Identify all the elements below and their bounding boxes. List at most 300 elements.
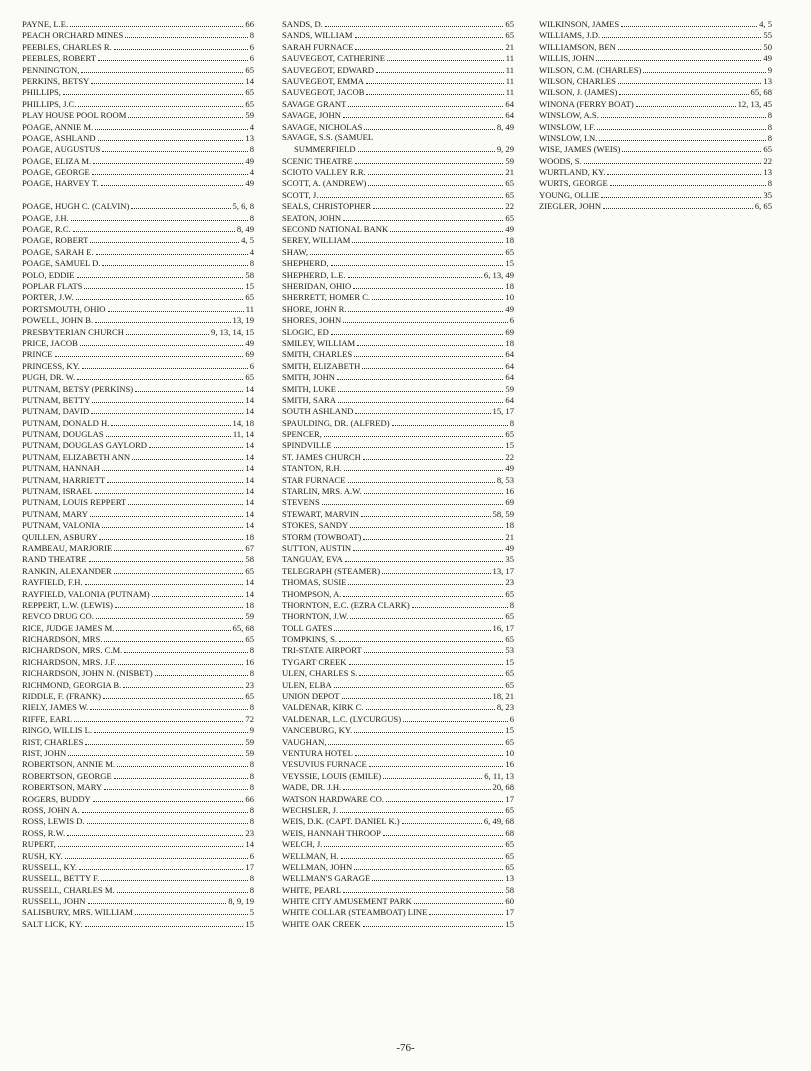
index-entry — [22, 143, 254, 154]
index-entry — [282, 599, 514, 610]
entry-name: SHORE, JOHN R. — [282, 303, 347, 314]
dot-leader — [363, 451, 504, 460]
dot-leader — [368, 177, 503, 186]
entry-name: SECOND NATIONAL BANK — [282, 224, 389, 235]
index-entry — [22, 781, 254, 792]
dot-leader — [348, 576, 503, 585]
entry-pages: 8 — [249, 782, 254, 793]
entry-name: TOMPKINS, S. — [282, 634, 337, 645]
entry-pages: 8 — [249, 212, 254, 223]
entry-name: STEVENS — [282, 497, 320, 508]
entry-name: REPPERT, L.W. (LEWIS) — [22, 599, 113, 610]
entry-pages: 65 — [505, 30, 514, 41]
entry-pages: 65 — [245, 565, 254, 576]
dot-leader — [98, 52, 248, 61]
entry-name: RINGO, WILLIS L. — [22, 725, 93, 736]
entry-name: POAGE, GEORGE — [22, 167, 90, 178]
dot-leader — [366, 75, 504, 84]
entry-pages: 8, 49 — [496, 121, 514, 132]
index-entry — [282, 257, 514, 268]
entry-name: PEEBLES, ROBERT — [22, 53, 96, 64]
index-entry — [22, 86, 254, 97]
index-entry — [282, 155, 514, 166]
entry-pages: 15, 17 — [492, 406, 514, 417]
index-entry — [282, 576, 514, 587]
entry-name: WELLMAN, H. — [282, 850, 339, 861]
dot-leader — [402, 815, 482, 824]
index-entry — [282, 348, 514, 359]
entry-name: SPAULDING, DR. (ALFRED) — [282, 417, 390, 428]
dot-leader — [584, 155, 762, 164]
entry-pages: 68 — [505, 827, 514, 838]
dot-leader — [131, 200, 230, 209]
entry-name: SHEPHERD, L.E. — [282, 269, 346, 280]
index-entry — [282, 644, 514, 655]
dot-leader — [104, 781, 248, 790]
entry-pages: 15 — [505, 918, 514, 929]
entry-name: SPENCER, — [282, 429, 322, 440]
index-column-3 — [539, 18, 772, 212]
entry-name: RICHMOND, GEORGIA B. — [22, 679, 122, 690]
entry-name: WHITE COLLAR (STEAMBOAT) LINE — [282, 907, 428, 918]
dot-leader — [331, 257, 504, 266]
entry-pages: 8 — [249, 702, 254, 713]
index-entry — [22, 337, 254, 348]
dot-leader — [91, 75, 243, 84]
index-entry — [282, 428, 514, 439]
dot-leader — [93, 793, 244, 802]
dot-leader — [84, 280, 243, 289]
dot-leader — [618, 41, 762, 50]
entry-name: SOUTH ASHLAND — [282, 406, 354, 417]
entry-pages: 65 — [763, 144, 772, 155]
entry-name: SANDS, WILLIAM — [282, 30, 353, 41]
entry-pages: 23 — [245, 827, 254, 838]
entry-pages: 14 — [245, 474, 254, 485]
index-entry — [282, 177, 514, 188]
entry-pages: 11, 14 — [232, 429, 254, 440]
index-entry — [282, 269, 514, 280]
index-entry — [282, 758, 514, 769]
entry-pages: 59 — [245, 748, 254, 758]
entry-pages: 65, 68 — [232, 622, 254, 633]
entry-pages: 65 — [505, 668, 514, 679]
entry-name: SARAH FURNACE — [282, 41, 354, 52]
entry-name: VESUVIUS FURNACE — [282, 759, 367, 770]
entry-pages: 12, 13, 45 — [737, 98, 772, 109]
dot-leader — [343, 781, 490, 790]
entry-pages: 65, 68 — [750, 87, 772, 98]
index-entry — [282, 18, 514, 29]
entry-name: POLO, EDDIE — [22, 269, 75, 280]
index-entry — [282, 690, 514, 701]
entry-pages: 15 — [505, 258, 514, 269]
dot-leader — [339, 633, 503, 642]
entry-pages: 65 — [505, 212, 514, 223]
index-entry — [282, 770, 514, 781]
dot-leader — [352, 234, 503, 243]
dot-leader — [63, 86, 243, 95]
entry-name: SMITH, ELIZABETH — [282, 360, 361, 371]
entry-name: STANTON, R.H. — [282, 463, 342, 474]
entry-pages: 65 — [505, 850, 514, 861]
dot-leader — [373, 200, 503, 209]
dot-leader — [387, 52, 504, 61]
index-entry — [539, 109, 772, 120]
dot-leader — [343, 212, 503, 221]
dot-leader — [88, 895, 227, 904]
entry-pages: 50 — [763, 41, 772, 52]
entry-name: TOLL GATES — [282, 622, 333, 633]
entry-pages: 49 — [763, 53, 772, 64]
entry-pages: 23 — [505, 577, 514, 588]
dot-leader — [85, 576, 244, 585]
index-entry — [22, 656, 254, 667]
dot-leader — [102, 462, 244, 471]
entry-name: POPLAR FLATS — [22, 280, 83, 291]
index-entry — [282, 143, 514, 154]
dot-leader — [364, 644, 504, 653]
entry-name: SAUVEGEOT, EDWARD — [282, 64, 374, 75]
dot-leader — [334, 679, 504, 688]
dot-leader — [383, 827, 503, 836]
entry-pages: 8 — [767, 178, 772, 189]
entry-name: PERKINS, BETSY — [22, 75, 90, 86]
entry-name: RIST, JOHN — [22, 748, 67, 758]
entry-name: SAVAGE, S.S. (SAMUEL — [282, 131, 374, 142]
dot-leader — [361, 508, 491, 517]
entry-name: PUTNAM, DONALD H. — [22, 417, 110, 428]
entry-pages: 18, 21 — [492, 691, 514, 702]
entry-pages: 15 — [245, 918, 254, 929]
dot-leader — [355, 747, 504, 756]
index-entry — [282, 109, 514, 120]
entry-name: RIFFE, EARL — [22, 713, 73, 724]
entry-name: RICHARDSON, MRS. J.F. — [22, 656, 117, 667]
entry-pages: 8 — [249, 873, 254, 884]
index-entry — [22, 701, 254, 712]
index-entry — [22, 872, 254, 883]
dot-leader — [111, 417, 230, 426]
entry-pages: 65 — [505, 634, 514, 645]
entry-pages: 49 — [505, 303, 514, 314]
index-entry — [282, 417, 514, 428]
dot-leader — [132, 451, 243, 460]
index-entry — [22, 861, 254, 872]
index-entry — [22, 177, 254, 188]
index-entry — [22, 588, 254, 599]
dot-leader — [596, 52, 761, 61]
entry-name: TRI-STATE AIRPORT — [282, 645, 362, 656]
entry-name: PUTNAM, BETSY (PERKINS) — [22, 383, 134, 394]
dot-leader — [403, 713, 508, 722]
entry-name: PORTSMOUTH, OHIO — [22, 303, 106, 314]
index-entry — [282, 793, 514, 804]
entry-name: PUTNAM, ISRAEL — [22, 486, 93, 497]
dot-leader — [348, 98, 503, 107]
entry-name: RUPERT, — [22, 839, 56, 850]
entry-pages: 15 — [245, 280, 254, 291]
index-entry — [539, 64, 772, 75]
index-entry — [22, 644, 254, 655]
entry-pages: 65 — [505, 679, 514, 690]
entry-pages: 14 — [245, 383, 254, 394]
entry-name: THORNTON, J.W. — [282, 611, 349, 622]
dot-leader — [128, 109, 243, 118]
entry-pages: 16, 17 — [492, 622, 514, 633]
entry-name: PHILLIPS, — [22, 87, 61, 98]
index-entry — [282, 850, 514, 861]
entry-pages: 8, 49 — [236, 224, 254, 235]
entry-pages: 49 — [245, 337, 254, 348]
dot-leader — [343, 109, 504, 118]
dot-leader — [328, 736, 503, 745]
entry-name: WINSLOW, A.S. — [539, 110, 599, 121]
entry-pages: 21 — [505, 531, 514, 542]
dot-leader — [334, 439, 504, 448]
entry-name: SMITH, LUKE — [282, 383, 336, 394]
index-entry — [22, 428, 254, 439]
entry-name: WELCH, J. — [282, 839, 323, 850]
entry-pages: 35 — [505, 554, 514, 565]
entry-pages: 49 — [245, 178, 254, 189]
entry-name: PUTNAM, VALONIA — [22, 520, 101, 531]
entry-name: RICE, JUDGE JAMES M. — [22, 622, 115, 633]
index-entry — [22, 360, 254, 371]
index-entry — [22, 599, 254, 610]
dot-leader — [358, 143, 495, 152]
entry-name: WEIS, D.K. (CAPT. DANIEL K.) — [282, 816, 400, 827]
entry-name: ROSS, R.W. — [22, 827, 66, 838]
index-entry — [22, 485, 254, 496]
entry-pages: 23 — [245, 679, 254, 690]
entry-pages: 65 — [245, 64, 254, 75]
dot-leader — [354, 724, 503, 733]
index-entry — [282, 884, 514, 895]
entry-name: STOKES, SANDY — [282, 520, 349, 531]
index-entry — [22, 64, 254, 75]
index-entry — [282, 234, 514, 245]
index-entry — [282, 838, 514, 849]
index-entry — [22, 212, 254, 223]
dot-leader — [117, 758, 248, 767]
dot-leader — [149, 439, 243, 448]
dot-leader — [58, 838, 243, 847]
entry-name: WOODS, S. — [539, 155, 582, 166]
entry-name: TANGUAY, EVA — [282, 554, 343, 565]
entry-name: POAGE, R.C. — [22, 224, 71, 235]
dot-leader — [80, 337, 244, 346]
index-entry — [22, 121, 254, 132]
index-entry — [282, 610, 514, 621]
dot-leader — [99, 531, 243, 540]
dot-leader — [103, 690, 243, 699]
entry-name: WINSLOW, I.N. — [539, 132, 598, 143]
index-entry — [22, 496, 254, 507]
entry-name: WILLIAMS, J.D. — [539, 30, 601, 41]
entry-name: SAVAGE, NICHOLAS — [282, 121, 363, 132]
entry-name: ST. JAMES CHURCH — [282, 451, 361, 462]
entry-name: POAGE, SARAH E. — [22, 246, 94, 257]
entry-pages: 22 — [763, 155, 772, 166]
dot-leader — [353, 542, 503, 551]
index-entry — [282, 906, 514, 917]
entry-name: POAGE, SAMUEL D. — [22, 258, 101, 269]
entry-name: ROSS, JOHN A. — [22, 804, 80, 815]
entry-name: VENTURA HOTEL — [282, 748, 353, 758]
entry-pages: 22 — [505, 451, 514, 462]
index-entry — [282, 496, 514, 507]
dot-leader — [320, 189, 503, 198]
dot-leader — [101, 872, 247, 881]
entry-pages: 58, 59 — [492, 508, 514, 519]
entry-pages: 65 — [505, 736, 514, 747]
dot-leader — [414, 895, 504, 904]
entry-name: PUTNAM, HANNAH — [22, 463, 100, 474]
dot-leader — [331, 326, 504, 335]
index-entry — [22, 838, 254, 849]
dot-leader — [79, 861, 243, 870]
entry-name: PUTNAM, LOUIS REPPERT — [22, 497, 127, 508]
entry-pages: 49 — [505, 542, 514, 553]
index-entry — [22, 747, 254, 758]
dot-leader — [349, 656, 504, 665]
entry-pages: 11 — [505, 87, 514, 98]
index-entry — [22, 804, 254, 815]
index-entry — [282, 371, 514, 382]
entry-name: POWELL, JOHN B. — [22, 315, 94, 326]
entry-name: WATSON HARDWARE CO. — [282, 793, 384, 804]
dot-leader — [340, 804, 503, 813]
entry-pages: 6 — [509, 315, 514, 326]
entry-pages: 14 — [245, 394, 254, 405]
entry-name: PRINCESS, KY. — [22, 360, 80, 371]
entry-name: SEATON, JOHN — [282, 212, 342, 223]
dot-leader — [95, 121, 248, 130]
index-entry — [282, 326, 514, 337]
entry-pages: 8 — [249, 804, 254, 815]
entry-name: SMITH, CHARLES — [282, 349, 353, 360]
dot-leader — [95, 485, 244, 494]
entry-name: SHORES, JOHN — [282, 315, 342, 326]
entry-name: WILKINSON, JAMES — [539, 19, 620, 29]
index-entry — [22, 758, 254, 769]
dot-leader — [363, 918, 504, 927]
entry-name: WURTLAND, KY. — [539, 167, 606, 178]
dot-leader — [118, 656, 243, 665]
dot-leader — [362, 360, 503, 369]
index-entry — [22, 918, 254, 929]
dot-leader — [343, 884, 503, 893]
dot-leader — [82, 804, 248, 813]
entry-name: RAMBEAU, MARJORIE — [22, 542, 113, 553]
dot-leader — [73, 223, 235, 232]
index-entry — [282, 337, 514, 348]
index-entry — [282, 132, 514, 143]
dot-leader — [90, 234, 239, 243]
entry-pages: 6, 49, 68 — [483, 816, 514, 827]
entry-name: PHILLIPS, J.C. — [22, 98, 77, 109]
dot-leader — [104, 633, 243, 642]
entry-pages: 65 — [505, 588, 514, 599]
dot-leader — [599, 132, 765, 141]
dot-leader — [71, 212, 248, 221]
index-entry — [282, 200, 514, 211]
index-entry — [282, 166, 514, 177]
dot-leader — [114, 41, 248, 50]
index-entry — [22, 291, 254, 302]
entry-name: ROGERS, BUDDY — [22, 793, 91, 804]
dot-leader — [355, 41, 503, 50]
index-entry — [282, 656, 514, 667]
entry-name: WHITE OAK CREEK — [282, 918, 361, 929]
entry-name: QUILLEN, ASBURY — [22, 531, 98, 542]
entry-name: VANCEBURG, KY. — [282, 725, 353, 736]
entry-name: SEREY, WILLIAM — [282, 235, 351, 246]
dot-leader — [68, 747, 243, 756]
index-entry — [22, 109, 254, 120]
index-entry — [22, 531, 254, 542]
dot-leader — [94, 724, 248, 733]
entry-pages: 13, 17 — [492, 565, 514, 576]
dot-leader — [55, 348, 244, 357]
dot-leader — [643, 64, 765, 73]
index-entry — [539, 132, 772, 143]
dot-leader — [338, 383, 503, 392]
entry-pages: 58 — [245, 269, 254, 280]
dot-leader — [77, 269, 244, 278]
entry-name: WELLMAN'S GARAGE — [282, 873, 371, 884]
entry-pages: 16 — [505, 759, 514, 770]
dot-leader — [355, 155, 504, 164]
dot-leader — [67, 827, 243, 836]
index-entry — [282, 75, 514, 86]
dot-leader — [70, 18, 243, 27]
entry-name: RAYFIELD, F.H. — [22, 577, 83, 588]
index-entry — [539, 121, 772, 132]
index-entry — [282, 360, 514, 371]
dot-leader — [95, 314, 230, 323]
entry-pages: 58 — [505, 884, 514, 895]
entry-pages: 13 — [505, 873, 514, 884]
index-entry — [282, 405, 514, 416]
dot-leader — [114, 770, 248, 779]
dot-leader — [369, 758, 504, 767]
entry-name: PLAY HOUSE POOL ROOM — [22, 110, 127, 121]
entry-pages: 15 — [505, 656, 514, 667]
index-entry — [282, 121, 514, 132]
entry-name: YOUNG, OLLIE — [539, 189, 600, 200]
entry-pages: 8 — [249, 144, 254, 155]
index-entry — [282, 314, 514, 325]
entry-pages: 4 — [249, 121, 254, 132]
dot-leader — [348, 269, 482, 278]
dot-leader — [92, 166, 248, 175]
entry-pages: 59 — [245, 110, 254, 121]
dot-leader — [90, 508, 244, 517]
entry-pages: 4 — [249, 167, 254, 178]
index-entry — [22, 576, 254, 587]
dot-leader — [155, 667, 248, 676]
dot-leader — [102, 143, 247, 152]
entry-pages: 59 — [245, 611, 254, 622]
index-entry — [282, 246, 514, 257]
index-entry — [282, 724, 514, 735]
entry-name: RICHARDSON, JOHN N. (NISBET) — [22, 668, 153, 679]
entry-name: POAGE, AUGUSTUS — [22, 144, 101, 155]
entry-pages: 11 — [245, 303, 254, 314]
entry-pages: 59 — [505, 383, 514, 394]
